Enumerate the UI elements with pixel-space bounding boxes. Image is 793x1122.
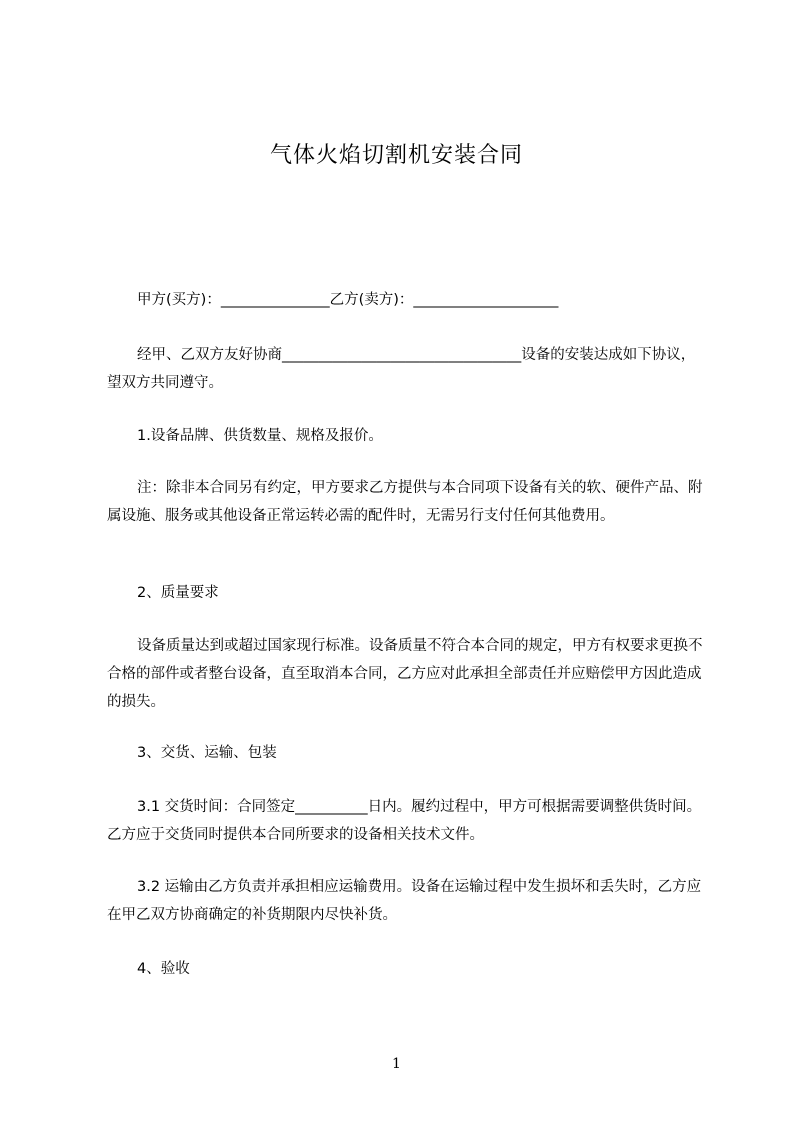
document-title: 气体火焰切割机安装合同 <box>269 143 523 168</box>
intro-prefix: 经甲、乙双方友好协商 <box>137 347 282 363</box>
section3-item1-blank: __________ <box>295 799 368 815</box>
section1-note: 注：除非本合同另有约定，甲方要求乙方提供与本合同项下设备有关的软、硬件产品、附属设施、服务或其他设备正常运转必需的配件时，无需另行支付任何其他费用。 <box>107 480 703 524</box>
seller-label: 乙方(卖方)： <box>329 292 414 308</box>
buyer-blank: _______________ <box>220 292 330 308</box>
intro-blank: _________________________________ <box>282 347 522 363</box>
section2-heading: 2、质量要求 <box>137 585 219 601</box>
section3-item1-suffix: 日内。履约过程中，甲方可根据需要调整供货时间。乙方应于交货同时提供本合同所要求的设备相关技术文件。 <box>107 799 702 843</box>
intro-paragraph <box>107 341 705 397</box>
seller-blank: ____________________ <box>413 292 559 308</box>
section3-item1 <box>107 793 705 849</box>
section4-heading: 4、验收 <box>137 961 190 977</box>
intro-suffix: 设备的安装达成如下协议，望双方共同遵守。 <box>107 347 696 391</box>
section2-body: 设备质量达到或超过国家现行标准。设备质量不符合本合同的规定，甲方有权要求更换不合格的部件或者整台设备，直至取消本合同，乙方应对此承担全部责任并应赔偿甲方因此造成的损失。 <box>107 638 703 710</box>
section3-item1-prefix: 3.1 交货时间：合同签定 <box>137 799 296 815</box>
buyer-label: 甲方(买方)： <box>137 292 221 308</box>
section1-heading: 1.设备品牌、供货数量、规格及报价。 <box>137 428 383 444</box>
section3-item2: 3.2 运输由乙方负责并承担相应运输费用。设备在运输过程中发生损坏和丢失时，乙方应在甲乙双方协商确定的补货期限内尽快补货。 <box>107 879 702 923</box>
page-number: 1 <box>392 1056 401 1072</box>
section3-heading: 3、交货、运输、包装 <box>137 745 277 761</box>
parties-line <box>107 286 705 314</box>
